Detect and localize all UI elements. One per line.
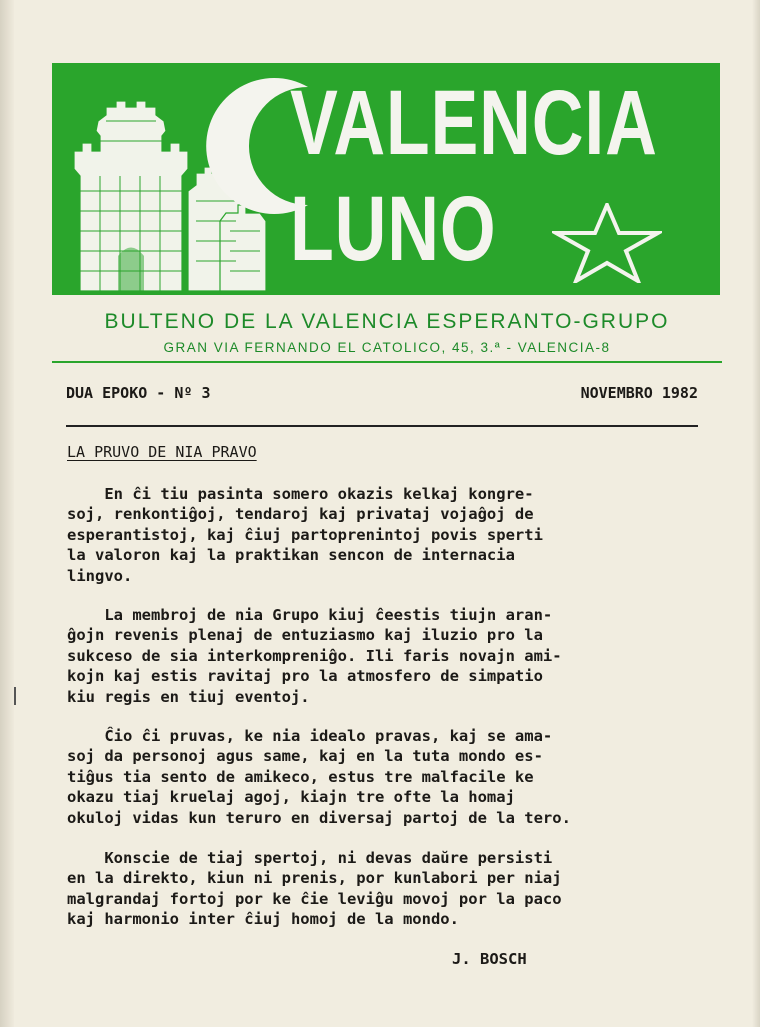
green-divider <box>52 361 722 363</box>
issue-number: DUA EPOKO - Nº 3 <box>66 384 211 402</box>
article-paragraph-2: La membroj de nia Grupo kiuj ĉeestis tiujn aran- ĝojn revenis plenaj de entuziasmo kaj iluzio pro la sukceso de sia interkompreniĝo. Ili faris novajn ami- kojn kaj estis ravitaj pro la atmosfero de simpatio kiu regis en tiuj eventoj. <box>67 606 562 706</box>
article-paragraph-1: En ĉi tiu pasinta somero okazis kelkaj kongre- soj, renkontiĝoj, tendaroj kaj privataj vojaĝoj de esperantistoj, kaj ĉiuj partoprenintoj povis sperti la valoron kaj la praktikan sencon de internacia lingvo. <box>67 485 543 585</box>
masthead-banner <box>52 63 720 295</box>
article-signature: J. BOSCH <box>452 950 527 968</box>
black-divider <box>66 425 698 427</box>
star-icon <box>552 203 662 283</box>
article-title: LA PRUVO DE NIA PRAVO <box>67 443 257 461</box>
page-edge <box>0 0 14 1027</box>
article-paragraph-3: Ĉio ĉi pruvas, ke nia idealo pravas, kaj se ama- soj da personoj agus same, kaj en la tuta mondo es- tiĝus tia sento de amikeco, estus tre malfacile ke okazu tiaj kruelaj agoj, kiajn tre ofte la homaj okuloj vidas kun teruro en diversaj partoj de la tero. <box>67 727 571 827</box>
masthead-subtitle: BULTENO DE LA VALENCIA ESPERANTO-GRUPO <box>104 310 670 333</box>
masthead-title-luno: LUNO <box>290 178 497 280</box>
page-right-edge <box>752 0 760 1027</box>
masthead-address: GRAN VIA FERNANDO EL CATOLICO, 45, 3.ª - VALENCIA-8 <box>163 340 611 355</box>
issue-date: NOVEMBRO 1982 <box>580 384 698 402</box>
article-paragraph-4: Konscie de tiaj spertoj, ni devas daŭre persisti en la direkto, kiun ni prenis, por kunlabori per niaj malgrandaj fortoj por ke ĉie leviĝu movoj por la paco kaj harmonio inter ĉiuj homoj de la mondo. <box>67 849 562 929</box>
masthead-title-valencia: VALENCIA <box>290 72 658 174</box>
margin-mark <box>14 687 16 705</box>
